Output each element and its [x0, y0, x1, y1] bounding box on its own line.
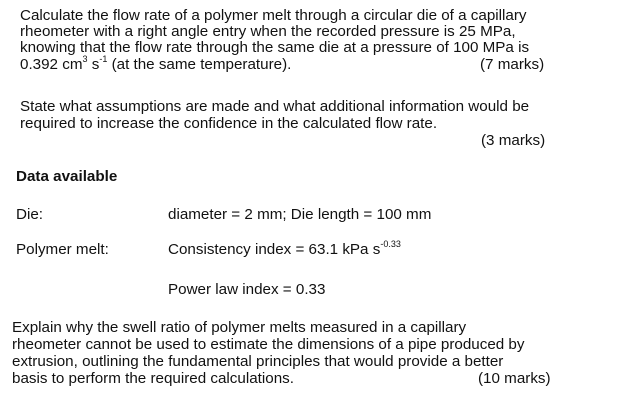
question-1-line-1: Calculate the flow rate of a polymer melt through a circular die of a capillary — [20, 7, 527, 24]
question-2-line-1: State what assumptions are made and what additional information would be — [20, 98, 530, 115]
polymer-melt-label: Polymer melt: — [16, 241, 109, 258]
cm-exponent: 3 — [82, 53, 88, 64]
question-1-marks: (7 marks) — [480, 56, 545, 73]
die-label: Die: — [16, 206, 44, 223]
question-3-line-3: extrusion, outlining the fundamental principles that would provide a better — [12, 353, 504, 370]
consistency-index-text: Consistency index = 63.1 kPa s — [168, 241, 381, 258]
s-exponent: -1 — [99, 53, 108, 64]
question-3-line-4: basis to perform the required calculations. — [12, 370, 294, 387]
question-2-marks: (3 marks) — [481, 132, 546, 149]
temperature-note: (at the same temperature). — [107, 56, 292, 73]
question-2-line-2: required to increase the confidence in the calculated flow rate. — [20, 115, 438, 132]
question-1-line-2: rheometer with a right angle entry when the recorded pressure is 25 MPa, — [20, 23, 516, 40]
die-value: diameter = 2 mm; Die length = 100 mm — [168, 206, 432, 223]
consistency-exponent: -0.33 — [380, 238, 401, 249]
question-1-line-4 — [20, 53, 292, 73]
question-3-line-2: rheometer cannot be used to estimate the dimensions of a pipe produced by — [12, 336, 525, 353]
consistency-index — [168, 238, 401, 258]
power-law-index: Power law index = 0.33 — [168, 281, 326, 298]
flow-rate-value: 0.392 cm — [20, 56, 83, 73]
question-3-line-1: Explain why the swell ratio of polymer melts measured in a capillary — [12, 319, 467, 336]
seconds-unit: s — [87, 56, 100, 73]
data-available-heading: Data available — [16, 168, 118, 185]
question-3-marks: (10 marks) — [478, 370, 551, 387]
question-1-line-3: knowing that the flow rate through the same die at a pressure of 100 MPa is — [20, 39, 530, 56]
